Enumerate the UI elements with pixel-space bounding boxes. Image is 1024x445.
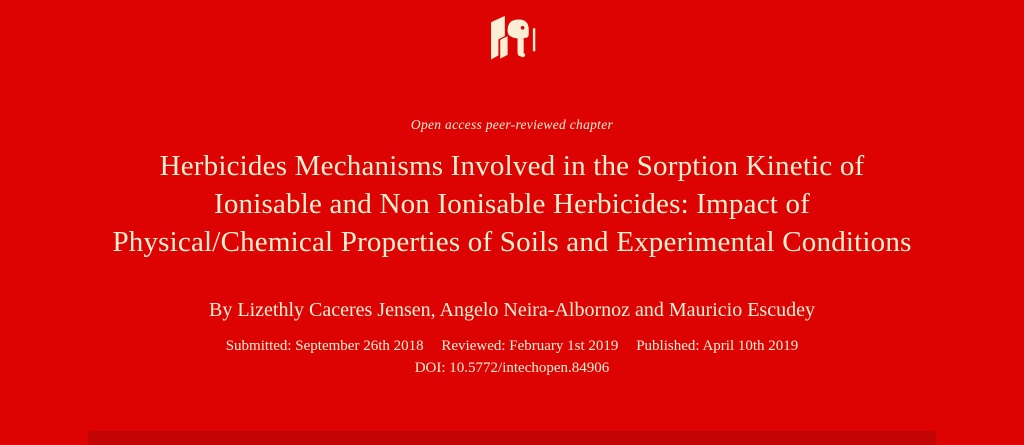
chapter-title — [0, 147, 1024, 261]
logo-container — [0, 0, 1024, 60]
chapter-title-line-1: Herbicides Mechanisms Involved in the Sorption Kinetic of — [159, 150, 865, 182]
chapter-title-line-3: Physical/Chemical Properties of Soils and Experimental Conditions — [112, 226, 912, 258]
bottom-divider-bar — [88, 431, 936, 445]
open-access-kicker: Open access peer-reviewed chapter — [410, 117, 614, 132]
authors-byline: By Lizethly Caceres Jensen, Angelo Neira-Albornoz and Mauricio Escudey — [209, 299, 815, 321]
chapter-dates — [0, 338, 1024, 355]
reviewed-date: Reviewed: February 1st 2019 — [441, 338, 619, 354]
chapter-title-line-2: Ionisable and Non Ionisable Herbicides: Impact of — [213, 188, 811, 220]
intechopen-logo-icon[interactable] — [480, 14, 544, 60]
published-date: Published: April 10th 2019 — [636, 338, 799, 354]
submitted-date: Submitted: September 26th 2018 — [225, 338, 424, 354]
doi-link[interactable]: DOI: 10.5772/intechopen.84906 — [414, 360, 610, 376]
